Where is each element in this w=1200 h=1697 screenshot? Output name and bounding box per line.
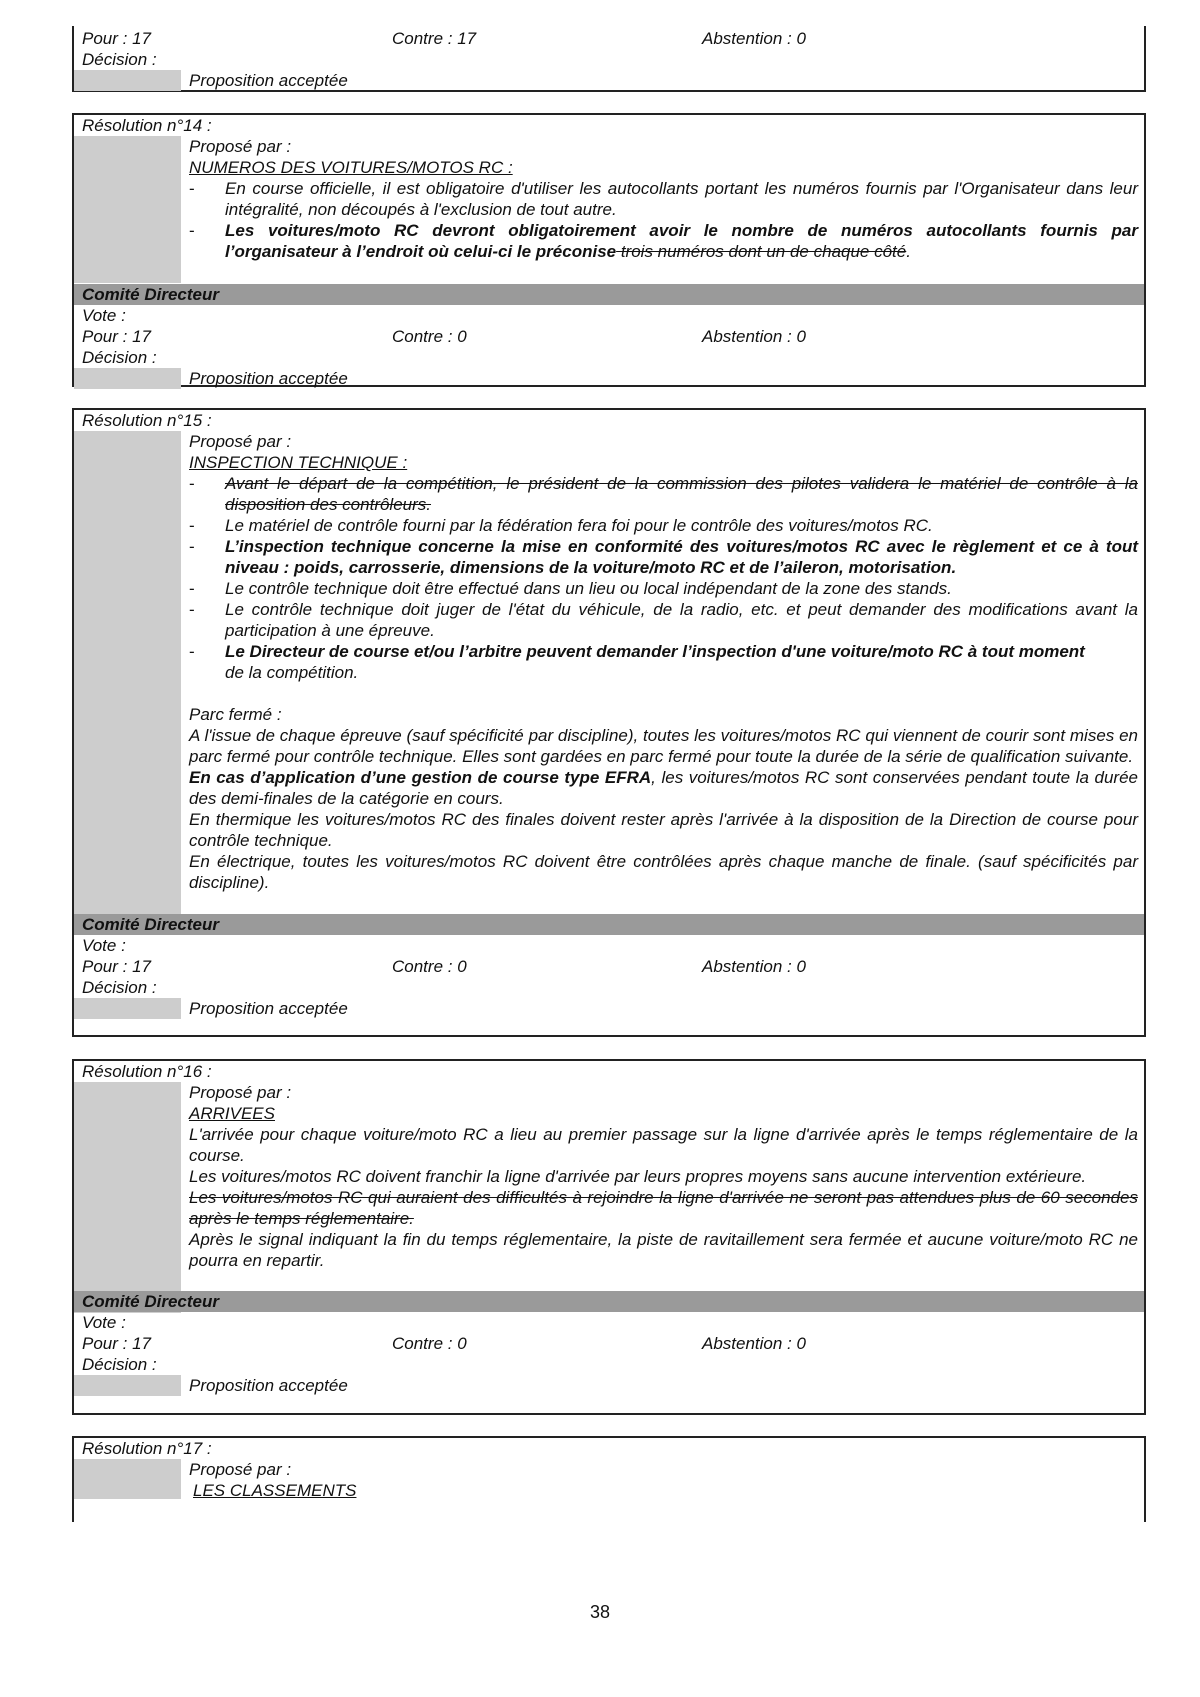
committee-header: Comité Directeur — [74, 284, 1144, 305]
decision-label: Décision : — [82, 1355, 157, 1374]
resolution-title: Résolution n°17 : — [82, 1439, 212, 1458]
resolution-title: Résolution n°15 : — [82, 411, 212, 430]
proposed-by: Proposé par : — [189, 1083, 292, 1102]
resolution-17 — [72, 1436, 1146, 1522]
proposed-by: Proposé par : — [189, 432, 292, 451]
list-item: - En course officielle, il est obligatoire d'utiliser les autocollants portant les numéros fournis par l'Organisateur dans leur intégralité, non découpés à l'exclusion de tout autre. — [189, 179, 1138, 219]
section-heading: ARRIVEES — [189, 1104, 275, 1123]
list-item: - Le matériel de contrôle fourni par la fédération fera foi pour le contrôle des voitures/motos RC. — [189, 516, 933, 535]
section-heading: INSPECTION TECHNIQUE : — [189, 453, 408, 472]
section-heading: LES CLASSEMENTS — [193, 1481, 357, 1500]
decision-value: Proposition acceptée — [189, 999, 348, 1018]
page-number: 38 — [589, 1602, 611, 1622]
list-item: - Le contrôle technique doit être effectué dans un lieu ou local indépendant de la zone des stands. — [189, 579, 952, 598]
decision-value: Proposition acceptée — [189, 1376, 348, 1395]
resolution-14 — [72, 113, 1146, 387]
decision-label: Décision : — [82, 978, 157, 997]
vote-pour: Pour : 17 — [82, 1334, 151, 1353]
paragraph: L'arrivée pour chaque voiture/moto RC a lieu au premier passage sur la ligne d'arrivée après le temps réglementaire de la course. — [189, 1125, 1138, 1165]
sidebar-shade — [74, 998, 181, 1019]
paragraph: Les voitures/motos RC qui auraient des difficultés à rejoindre la ligne d'arrivée ne seront pas attendues plus de 60 secondes après le temps réglementaire. — [189, 1188, 1138, 1228]
decision-label: Décision : — [82, 348, 157, 367]
vote-contre: Contre : 0 — [392, 957, 467, 976]
vote-label: Vote : — [82, 306, 126, 325]
parc-ferme-title: Parc fermé : — [189, 705, 282, 724]
section-heading: NUMEROS DES VOITURES/MOTOS RC : — [189, 158, 513, 177]
vote-label: Vote : — [82, 936, 126, 955]
vote-abstention: Abstention : 0 — [702, 1334, 806, 1353]
paragraph: Après le signal indiquant la fin du temps réglementaire, la piste de ravitaillement sera fermée et aucune voiture/moto RC ne pourra en repartir. — [189, 1230, 1138, 1270]
list-item: - Avant le départ de la compétition, le président de la commission des pilotes validera le matériel de contrôle à la disposition des contrôleurs. — [189, 474, 1138, 514]
list-item: - L’inspection technique concerne la mise en conformité des voitures/motos RC avec le règlement et ce à tout niveau : poids, carrosserie, dimensions de la voiture/moto RC et de l’aileron, motorisation. — [189, 537, 1138, 577]
committee-header: Comité Directeur — [74, 1291, 1144, 1312]
vote-abstention: Abstention : 0 — [702, 29, 806, 48]
vote-abstention: Abstention : 0 — [702, 957, 806, 976]
resolution-15 — [72, 408, 1146, 1037]
sidebar-shade — [74, 431, 181, 935]
list-item: - Le contrôle technique doit juger de l'état du véhicule, de la radio, etc. et peut demander des modifications avant la participation à une épreuve. — [189, 600, 1138, 640]
paragraph: A l'issue de chaque épreuve (sauf spécificité par discipline), toutes les voitures/motos RC qui viennent de courir sont mises en parc fermé pour contrôle technique. Elles sont gardées en parc fermé pour toute la durée de la série de qualification suivante. — [189, 726, 1138, 766]
resolution-title: Résolution n°14 : — [82, 116, 212, 135]
sidebar-shade — [74, 1375, 181, 1396]
proposed-by: Proposé par : — [189, 1460, 292, 1479]
sidebar-shade — [74, 70, 181, 91]
committee-header: Comité Directeur — [74, 914, 1144, 935]
vote-label: Vote : — [82, 1313, 126, 1332]
resolution-16 — [72, 1059, 1146, 1415]
sidebar-shade — [74, 1459, 181, 1499]
decision-label: Décision : — [82, 50, 157, 69]
decision-value: Proposition acceptée — [189, 369, 348, 388]
paragraph: En électrique, toutes les voitures/motos RC doivent être contrôlées après chaque manche de finale. (sauf spécificités par discipline). — [189, 852, 1138, 892]
vote-abstention: Abstention : 0 — [702, 327, 806, 346]
vote-contre: Contre : 0 — [392, 1334, 467, 1353]
paragraph: En thermique les voitures/motos RC des finales doivent rester après l'arrivée à la disposition de la Direction de course pour contrôle technique. — [189, 810, 1138, 850]
resolution-13-tail — [72, 26, 1146, 92]
paragraph: Les voitures/motos RC doivent franchir la ligne d'arrivée par leurs propres moyens sans aucune intervention extérieure. — [189, 1167, 1087, 1186]
list-item: - Le Directeur de course et/ou l’arbitre peuvent demander l’inspection d'une voiture/moto RC à tout moment de la compétition. — [189, 642, 1085, 682]
paragraph: En cas d’application d’une gestion de course type EFRA, les voitures/motos RC sont conservées pendant toute la durée des demi-finales de la catégorie en cours. — [189, 768, 1138, 808]
vote-contre: Contre : 17 — [392, 29, 477, 48]
sidebar-shade — [74, 136, 181, 283]
vote-pour: Pour : 17 — [82, 29, 151, 48]
vote-pour: Pour : 17 — [82, 327, 151, 346]
vote-contre: Contre : 0 — [392, 327, 467, 346]
list-item: - Les voitures/moto RC devront obligatoirement avoir le nombre de numéros autocollants fournis par l’organisateur à l’endroit où celui-ci le préconise trois numéros dont un de chaque côté. — [189, 221, 1138, 261]
sidebar-shade — [74, 1082, 181, 1313]
decision-value: Proposition acceptée — [189, 71, 348, 90]
resolution-title: Résolution n°16 : — [82, 1062, 212, 1081]
sidebar-shade — [74, 368, 181, 389]
proposed-by: Proposé par : — [189, 137, 292, 156]
vote-pour: Pour : 17 — [82, 957, 151, 976]
